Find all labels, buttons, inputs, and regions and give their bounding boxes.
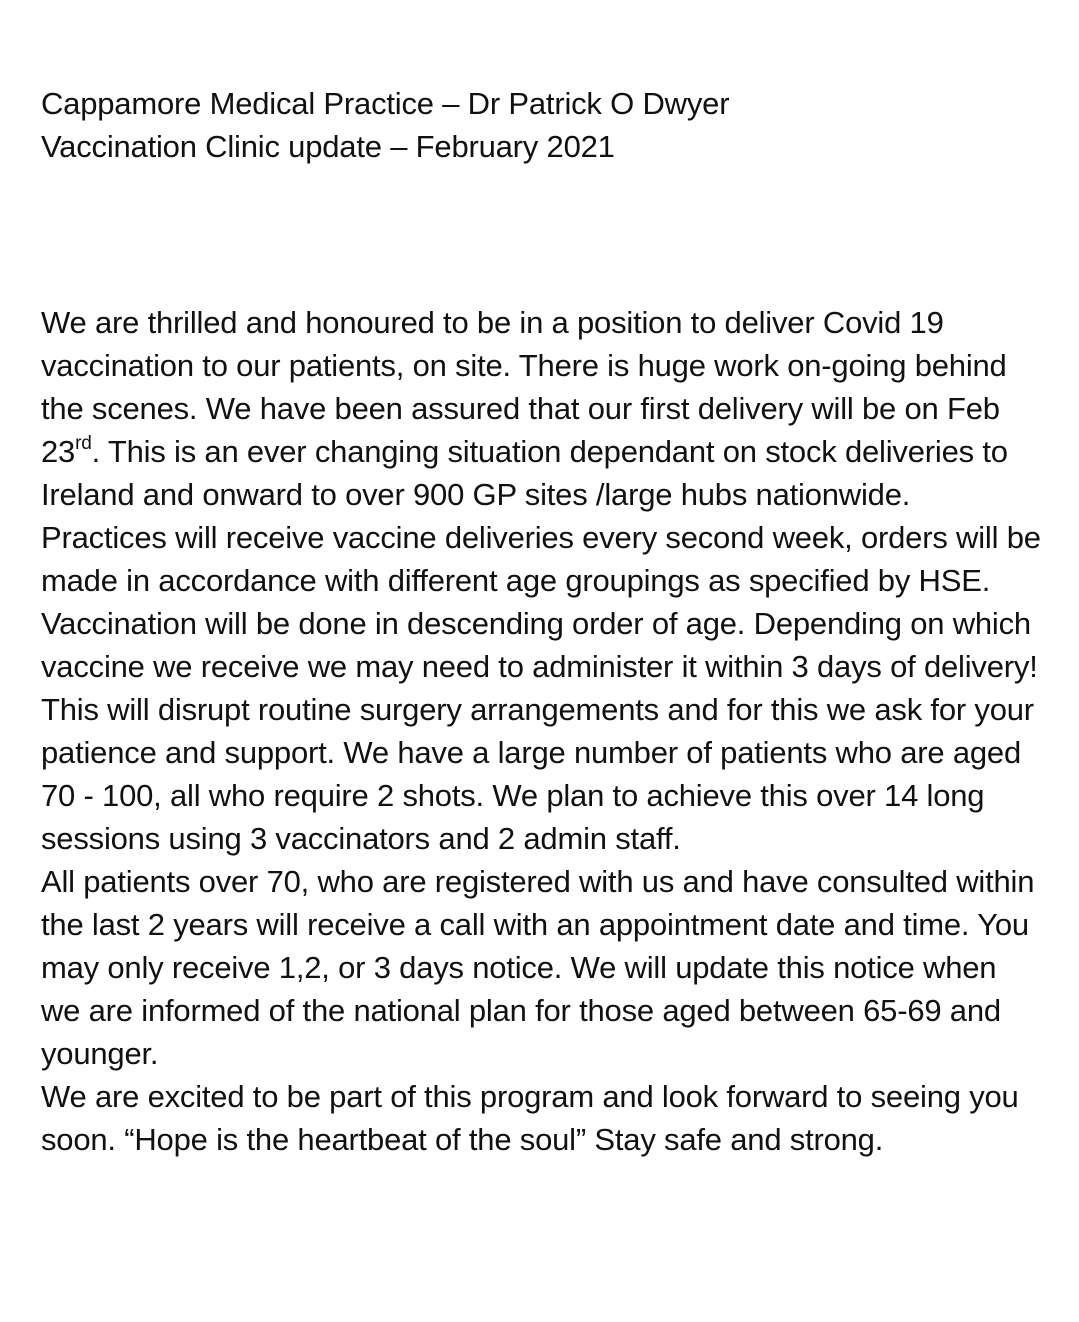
- practice-name-heading: Cappamore Medical Practice – Dr Patrick O Dwyer: [41, 86, 730, 121]
- paragraph-closing: We are excited to be part of this program and look forward to seeing you soon. “Hope is the heartbeat of the soul” Stay safe and strong.: [41, 1079, 1019, 1157]
- paragraph-deliveries: Practices will receive vaccine deliveries every second week, orders will be made in accordance with different age groupings as specified by HSE. Vaccination will be done in descending order of age. Depending on which vaccine we receive we may need to administer it within 3 days of delivery! This will disrupt routine surgery arrangements and for this we ask for your patience and support. We have a large number of patients who are aged 70 - 100, all who require 2 shots. We plan to achieve this over 14 long sessions using 3 vaccinators and 2 admin staff.: [41, 520, 1041, 856]
- document: [41, 82, 1041, 1161]
- paragraph-intro-continued: . This is an ever changing situation dependant on stock deliveries to Ireland and onward to over 900 GP sites /large hubs nationwide.: [41, 434, 1008, 512]
- document-header: [41, 82, 1041, 168]
- paragraph-appointments: All patients over 70, who are registered with us and have consulted within the last 2 years will receive a call with an appointment date and time. You may only receive 1,2, or 3 days notice. We will update this notice when we are informed of the national plan for those aged between 65-69 and younger.: [41, 864, 1035, 1071]
- paragraph-intro: [41, 301, 1041, 516]
- paragraph-intro-text: We are thrilled and honoured to be in a position to deliver Covid 19 vaccination to our patients, on site. There is huge work on-going behind the scenes. We have been assured that our first delivery will be on Feb 23: [41, 305, 1007, 469]
- document-body: [41, 301, 1041, 1161]
- ordinal-suffix: rd: [75, 433, 92, 454]
- update-title-heading: Vaccination Clinic update – February 2021: [41, 129, 615, 164]
